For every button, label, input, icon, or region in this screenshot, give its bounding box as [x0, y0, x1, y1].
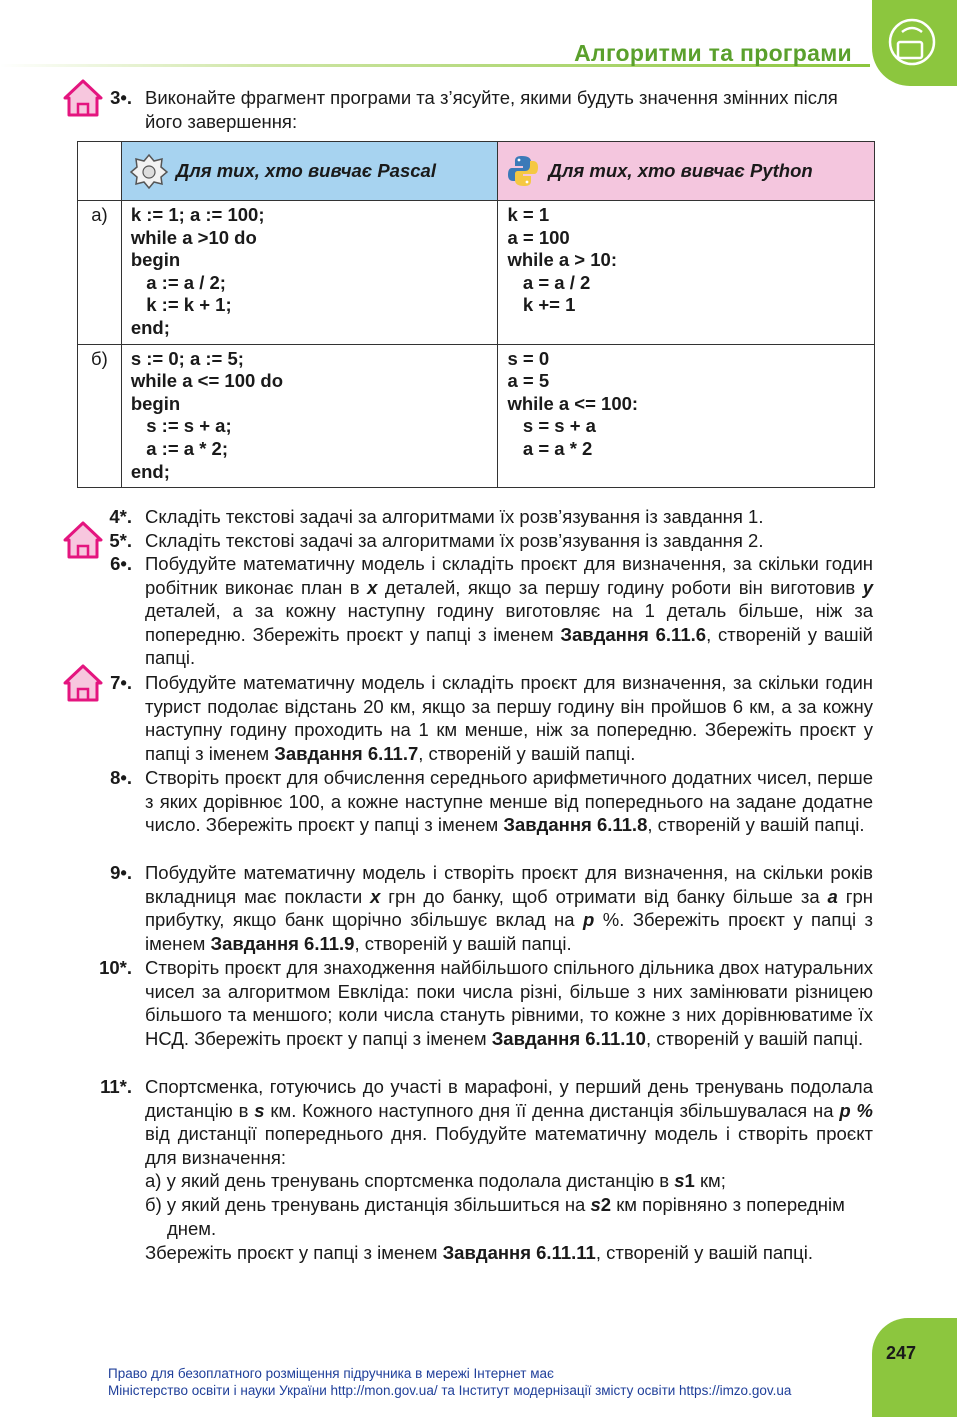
code-line: k := k + 1; — [130, 294, 232, 316]
task-5-text: Складіть текстові задачі за алгоритмами їх розв’язування із завдання 2. — [145, 530, 764, 551]
code-line: while a <= 100 do — [130, 370, 284, 392]
table-row — [78, 201, 875, 345]
python-code — [498, 344, 875, 488]
task-11-text: Спортсменка, готуючись до участі в марафоні, у перший день тренувань подолала дистанцію в s км. Кожного наступного дня її денна дистанція збільшувалася на p % від дистанції попереднього дня. Побудуйте математичну модель і створіть проєкт для визначення: — [145, 1076, 873, 1168]
pascal-code — [121, 201, 498, 345]
table-row — [78, 344, 875, 488]
code-line: s = s + a — [507, 415, 596, 437]
pascal-header: Для тих, хто вивчає Pascal — [121, 142, 498, 201]
task-number: 3•. — [110, 87, 132, 108]
task-number: 5*. — [109, 530, 132, 551]
task-number: 10*. — [99, 957, 132, 978]
task-7-text: Побудуйте математичну модель і складіть проєкт для визначення, за скільки годин турист подолає відстань 20 км, якщо за першу годину він пройшов 6 км, а за кожну наступну годину проходить на 1 км менше, ніж за попередню. Збережіть проєкт у папці з іменем Завдання 6.11.7, створеній у вашій папці. — [145, 672, 873, 764]
code-line: a := a * 2; — [130, 437, 228, 459]
code-line: end; — [130, 460, 170, 482]
task-8-text: Створіть проєкт для обчислення середнього арифметичного додатних чисел, перше з яких дорівнює 100, а кожне наступне менше від попереднього на задане додатне число. Збережіть проєкт у папці з іменем Завдання 6.11.8, створеній у вашій папці. — [145, 767, 873, 835]
code-line: while a >10 do — [130, 226, 257, 248]
task-4-text: Складіть текстові задачі за алгоритмами їх розв’язування із завдання 1. — [145, 506, 764, 527]
task-number: 9•. — [110, 862, 132, 883]
task-number: 11*. — [100, 1076, 132, 1097]
page-tab — [872, 1318, 957, 1417]
task-3-text: Виконайте фрагмент програми та з’ясуйте, якими будуть значення змінних після його завершення: — [145, 87, 838, 132]
code-line: a = 100 — [507, 226, 570, 248]
pascal-code — [121, 344, 498, 488]
task-10-text: Створіть проєкт для знаходження найбільшого спільного дільника двох натуральних чисел за алгоритмом Евкліда: поки числа різні, більше з них замінювати різницею більшого та меншого; коли числа стануть рівними, то кожне з них дорівнюватиме їх НСД. Збережіть проєкт у папці з іменем Завдання 6.11.10, створеній у вашій папці. — [145, 957, 873, 1049]
code-line: s := s + a; — [130, 415, 232, 437]
code-line: k += 1 — [507, 294, 576, 316]
task-number: 8•. — [110, 767, 132, 788]
python-header: Для тих, хто вивчає Python — [498, 142, 875, 201]
code-line: s = 0 — [507, 347, 550, 369]
computer-icon — [884, 18, 942, 70]
task-11-item-b: б) у який день тренувань дистанція збільшиться на s2 км порівняно з попереднім днем. — [145, 1194, 845, 1239]
code-table — [77, 141, 875, 488]
footer-line: Міністерство освіти і науки України http://mon.gov.ua/ та Інститут модернізації змісту освіти https://imzo.gov.ua — [108, 1382, 792, 1398]
code-line: begin — [130, 392, 181, 414]
footer-line: Право для безоплатного розміщення підручника в мережі Інтернет має — [108, 1366, 554, 1381]
code-line: end; — [130, 316, 170, 338]
task-number: 6•. — [110, 553, 132, 574]
section-title: Алгоритми та програми — [574, 40, 852, 66]
code-line: a = a * 2 — [507, 437, 593, 459]
task-number: 4*. — [109, 506, 132, 527]
code-line: s := 0; a := 5; — [130, 347, 244, 369]
task-9-text: Побудуйте математичну модель і створіть проєкт для визначення, на скільки років вкладниця має покласти x грн до банку, щоб отримати від банку більше за a грн прибутку, якщо банк щорічно збільшує вклад на p %. Збережіть проєкт у папці з іменем Завдання 6.11.9, створеній у вашій папці. — [145, 862, 873, 954]
pascal-icon — [130, 153, 168, 189]
code-line: a := a / 2; — [130, 271, 226, 293]
code-line: a = a / 2 — [507, 271, 591, 293]
task-11-save-note: Збережіть проєкт у папці з іменем Завдання 6.11.11, створеній у вашій папці. — [145, 1242, 814, 1263]
row-label: б) — [78, 344, 122, 488]
footer-notice — [108, 1366, 791, 1399]
row-label: а) — [78, 201, 122, 345]
code-line: a = 5 — [507, 370, 550, 392]
code-line: while a > 10: — [507, 249, 617, 271]
python-code — [498, 201, 875, 345]
python-icon — [506, 154, 540, 188]
page-number: 247 — [886, 1343, 917, 1363]
table-corner-cell — [78, 142, 122, 201]
task-number: 7•. — [110, 672, 132, 693]
code-line: begin — [130, 249, 181, 271]
task-6-text: Побудуйте математичну модель і складіть проєкт для визначення, за скільки годин робітник виконає план в x деталей, якщо за першу годину роботи він виготовив y деталей, а за кожну наступну годину виготовляє на 1 деталь більше, ніж за попередню. Збережіть проєкт у папці з іменем Завдання 6.11.6, створеній у вашій папці. — [145, 553, 874, 668]
code-line: k = 1 — [507, 204, 550, 225]
task-11-item-a: а) у який день тренувань спортсменка подолала дистанцію в s1 км; — [145, 1170, 726, 1191]
corner-tab — [872, 0, 957, 86]
code-line: while a <= 100: — [507, 392, 639, 414]
code-line: k := 1; a := 100; — [130, 204, 265, 225]
